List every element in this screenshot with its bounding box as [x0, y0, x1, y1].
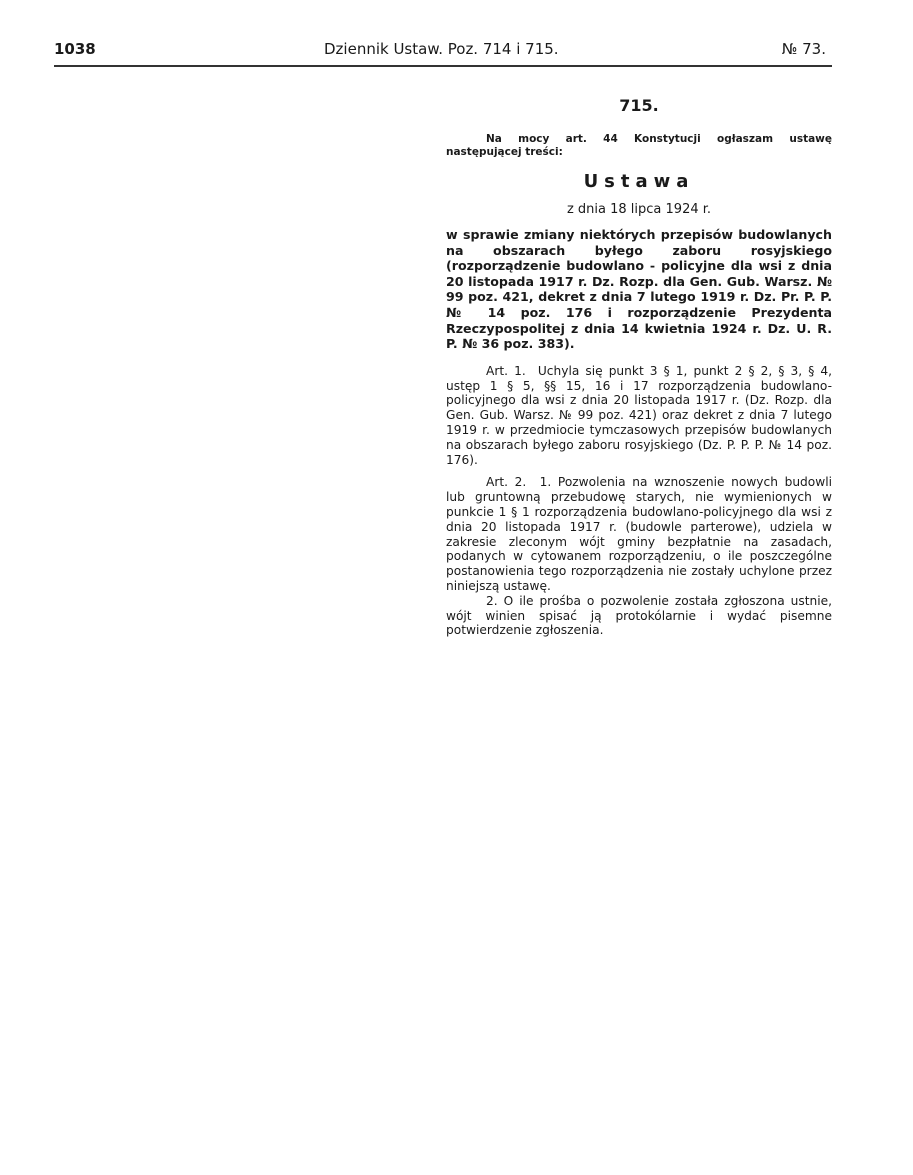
article-2-text: 1. Pozwolenia na wznoszenie nowych budowli lub gruntowną przebudowę starych, nie wymienionych w punkcie 1 § 1 rozporządzenia budowlano-policyjnego dla wsi z dnia 20 listopada 1917 r. (budowle parterowe), udziela w zakresie zleconym wójt gminy bezpłatnie na zasadach, podanych w cytowanem rozporządzeniu, o ile poszczególne postanowienia tego rozporządzenia nie zostały uchylone przez niniejszą ustawę.: [446, 475, 832, 593]
header-rule: [54, 65, 832, 67]
article-2-label: Art. 2.: [486, 475, 527, 490]
article-1: [446, 364, 832, 468]
text-column: [446, 96, 832, 638]
article-1-text: Uchyla się punkt 3 § 1, punkt 2 § 2, § 3, § 4, ustęp 1 § 5, §§ 15, 16 i 17 rozporządzenia budowlano-policyjnego dla wsi z dnia 20 listopada 1917 r. (Dz. Rozp. dla Gen. Gub. Warsz. № 99 poz. 421) oraz dekret z dnia 7 lutego 1919 r. w przedmiocie tymczasowych przepisów budowlanych na obszarach byłego zaboru rosyjskiego (Dz. P. P. P. № 14 poz. 176).: [446, 363, 833, 467]
promulgation-clause: Na mocy art. 44 Konstytucji ogłaszam ustawę następującej treści:: [446, 133, 832, 158]
page-number: 1038: [54, 40, 96, 58]
act-date: z dnia 18 lipca 1924 r.: [566, 202, 712, 217]
article-2: [446, 475, 832, 593]
act-title: Ustawa: [583, 171, 695, 192]
journal-title: Dziennik Ustaw. Poz. 714 i 715.: [324, 40, 559, 58]
article-1-label: Art. 1.: [486, 363, 526, 378]
item-number: 715.: [619, 96, 659, 115]
article-2-paragraph-2: 2. O ile prośba o pozwolenie została zgłoszona ustnie, wójt winien spisać ją protokólarnie i wydać pisemne potwierdzenie zgłoszenia.: [446, 593, 832, 638]
act-subject: w sprawie zmiany niektórych przepisów budowlanych na obszarach byłego zaboru rosyjskiego (rozporządzenie budowlano - policyjne dla wsi z dnia 20 listopada 1917 r. Dz. Rozp. dla Gen. Gub. Warsz. № 99 poz. 421, dekret z dnia 7 lutego 1919 r. Dz. Pr. P. P. № 14 poz. 176 i rozporządzenie Prezydenta Rzeczypospolitej z dnia 14 kwietnia 1924 r. Dz. U. R. P. № 36 poz. 383).: [446, 227, 832, 352]
issue-number: № 73.: [781, 40, 826, 58]
page-header: [54, 40, 826, 62]
